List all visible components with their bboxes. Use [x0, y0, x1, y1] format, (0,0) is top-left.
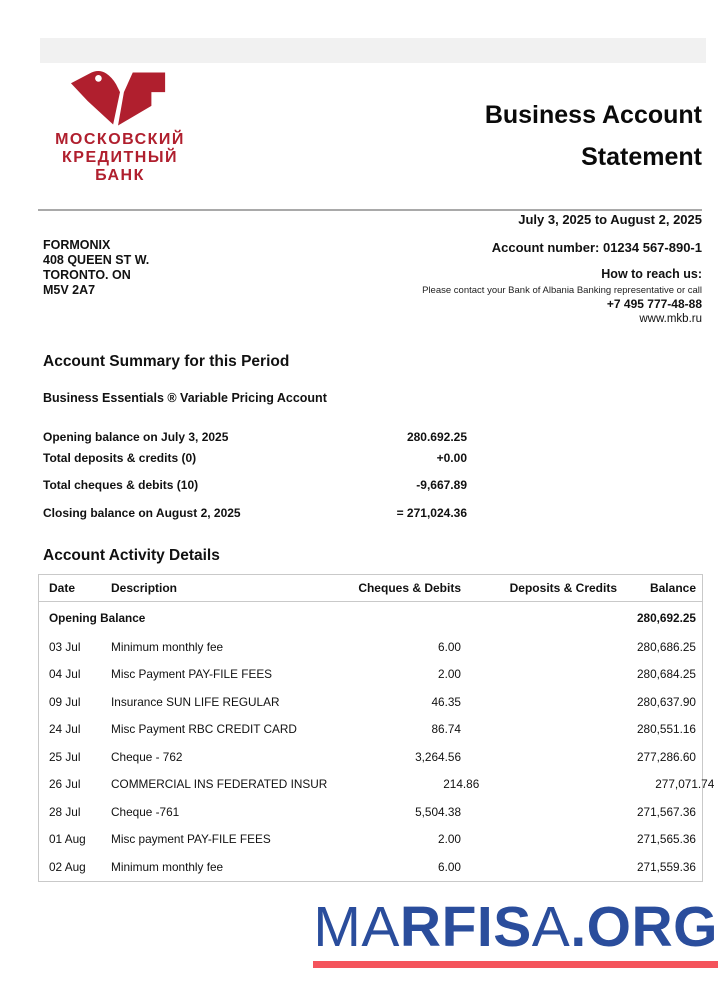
reach-heading: How to reach us:: [601, 267, 702, 281]
table-row: [39, 661, 702, 689]
cell-debit: 2.00: [438, 667, 461, 682]
bank-name-line: БАНК: [95, 167, 145, 184]
cell-description: Misc Payment RBC CREDIT CARD: [111, 722, 297, 737]
marfisa-watermark-text: [313, 896, 718, 958]
reach-phone: +7 495 777-48-88: [606, 297, 702, 311]
cell-debit: 5,504.38: [415, 804, 461, 819]
cell-debit: 86.74: [431, 722, 461, 737]
cell-date: 25 Jul: [49, 749, 81, 764]
address-line: M5V 2A7: [43, 283, 96, 297]
table-row: [39, 826, 702, 854]
cell-description: Insurance SUN LIFE REGULAR: [111, 694, 280, 709]
watermark-underline: [313, 961, 718, 968]
address-line: TORONTO. ON: [43, 268, 131, 282]
table-row: [39, 853, 702, 881]
statement-title-line: Business Account: [484, 101, 702, 129]
summary-value: = 271,024.36: [396, 506, 467, 520]
bank-name-line: МОСКОВСКИЙ: [55, 131, 185, 148]
table-row: [39, 771, 715, 799]
table-row: [39, 798, 702, 826]
column-header-credits: Deposits & Credits: [509, 581, 617, 595]
column-header-description: Description: [111, 581, 178, 595]
product-name: Business Essentials ® Variable Pricing Account: [43, 391, 327, 405]
watermark-segment: A: [531, 895, 571, 959]
summary-label: Opening balance on July 3, 2025: [43, 430, 229, 444]
cell-date: 28 Jul: [49, 804, 81, 819]
customer-name: FORMONIX: [43, 238, 111, 252]
cell-balance: 280,637.90: [636, 694, 696, 709]
opening-balance-row: [39, 602, 702, 633]
column-header-date: Date: [49, 581, 76, 595]
marfisa-watermark: [313, 896, 718, 968]
cell-debit: 3,264.56: [415, 749, 461, 764]
reach-website: www.mkb.ru: [639, 313, 702, 325]
table-row: [39, 633, 702, 661]
bank-name: [38, 131, 202, 185]
cell-debit: 6.00: [438, 859, 461, 874]
cell-date: 04 Jul: [49, 667, 81, 682]
cell-description: COMMERCIAL INS FEDERATED INSUR: [111, 777, 328, 792]
cell-description: Misc Payment PAY-FILE FEES: [111, 667, 273, 682]
cell-balance: 277,286.60: [636, 749, 696, 764]
summary-value: -9,667.89: [416, 478, 467, 492]
cell-description: Minimum monthly fee: [111, 639, 224, 654]
summary-value: 280.692.25: [406, 430, 467, 444]
cell-description: Cheque -761: [111, 804, 180, 819]
bank-logo: [38, 70, 202, 185]
table-row: [39, 743, 702, 771]
reach-note: Please contact your Bank of Albania Banking representative or call: [422, 285, 702, 296]
summary-row: [43, 506, 467, 520]
cell-balance: 280,684.25: [636, 667, 696, 682]
summary-heading: Account Summary for this Period: [43, 353, 290, 370]
cell-description: Misc payment PAY-FILE FEES: [111, 832, 271, 847]
statement-period: July 3, 2025 to August 2, 2025: [518, 212, 702, 227]
watermark-segment: S: [493, 895, 532, 959]
summary-row: [43, 451, 467, 465]
cell-debit: 6.00: [438, 639, 461, 654]
watermark-segment: .ORG: [570, 895, 718, 959]
customer-address: [43, 238, 149, 298]
cell-description: Minimum monthly fee: [111, 859, 224, 874]
statement-title-line: Statement: [581, 143, 702, 171]
summary-row: [43, 478, 467, 492]
opening-balance-value: 280,692.25: [636, 610, 696, 625]
column-header-balance: Balance: [649, 581, 696, 595]
cell-balance: 280,686.25: [636, 639, 696, 654]
cell-balance: 277,071.74: [655, 777, 715, 792]
mkb-eagle-icon: [69, 70, 171, 127]
header-bar: [40, 38, 706, 63]
cell-debit: 46.35: [431, 694, 461, 709]
opening-balance-label: Opening Balance: [49, 610, 146, 625]
cell-balance: 271,559.36: [636, 859, 696, 874]
table-row: [39, 688, 702, 716]
cell-date: 24 Jul: [49, 722, 81, 737]
summary-value: +0.00: [436, 451, 467, 465]
summary-label: Closing balance on August 2, 2025: [43, 506, 241, 520]
cell-debit: 2.00: [438, 832, 461, 847]
contact-block: [422, 267, 702, 327]
statement-title: [485, 94, 702, 178]
summary-label: Total cheques & debits (10): [43, 478, 199, 492]
cell-date: 02 Aug: [49, 859, 86, 874]
account-number: Account number: 01234 567-890-1: [491, 240, 702, 255]
bank-name-line: КРЕДИТНЫЙ: [62, 149, 178, 166]
watermark-segment: RFI: [399, 895, 494, 959]
address-line: 408 QUEEN ST W.: [43, 253, 150, 267]
cell-date: 26 Jul: [49, 777, 81, 792]
watermark-segment: MA: [313, 895, 400, 959]
cell-balance: 280,551.16: [636, 722, 696, 737]
activity-table: [38, 574, 715, 882]
cell-balance: 271,565.36: [636, 832, 696, 847]
header-divider: [38, 209, 702, 211]
activity-heading: Account Activity Details: [43, 547, 220, 564]
summary-label: Total deposits & credits (0): [43, 451, 197, 465]
cell-date: 09 Jul: [49, 694, 81, 709]
column-header-debits: Cheques & Debits: [358, 581, 461, 595]
cell-description: Cheque - 762: [111, 749, 183, 764]
cell-balance: 271,567.36: [636, 804, 696, 819]
table-header-row: [39, 575, 702, 602]
cell-date: 03 Jul: [49, 639, 81, 654]
cell-date: 01 Aug: [49, 832, 86, 847]
table-row: [39, 716, 702, 744]
cell-debit: 214.86: [443, 777, 480, 792]
summary-row: [43, 430, 467, 444]
